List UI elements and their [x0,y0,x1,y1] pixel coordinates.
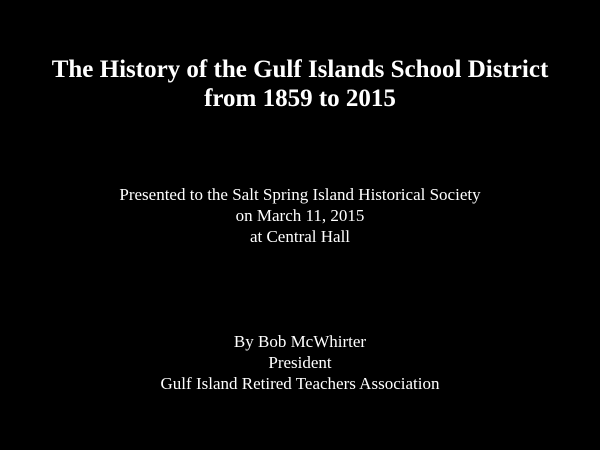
presentation-details [0,184,600,247]
author-organization: Gulf Island Retired Teachers Association [160,374,440,393]
title-line-1: The History of the Gulf Islands School District [51,56,549,83]
presentation-date: on March 11, 2015 [235,206,365,225]
presentation-venue: at Central Hall [249,227,351,246]
author-details [0,331,600,394]
author-name: By Bob McWhirter [233,332,367,351]
title-line-2: from 1859 to 2015 [204,85,396,112]
slide-title [0,55,600,113]
presented-to-line: Presented to the Salt Spring Island Historical Society [119,185,481,204]
author-role: President [268,353,332,372]
